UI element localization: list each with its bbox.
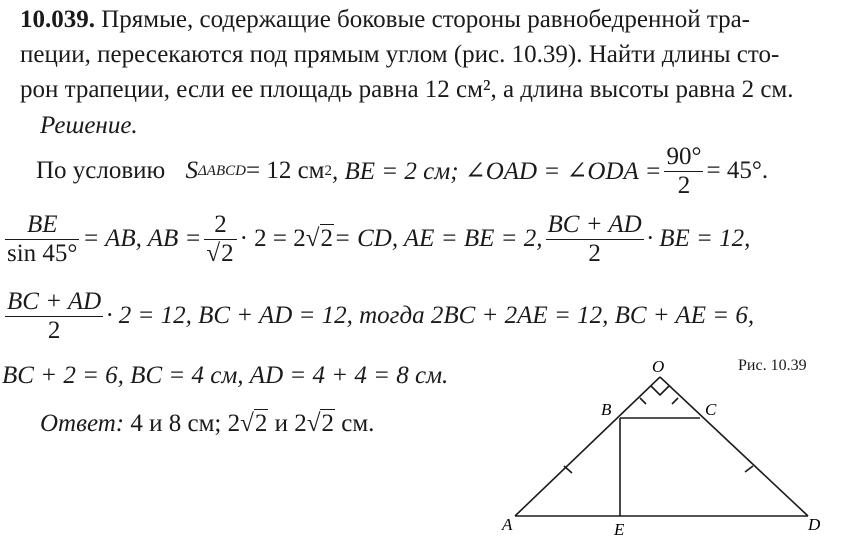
answer-part-c: см. xyxy=(334,410,375,437)
eq2-part-b: · 2 = 2 xyxy=(239,225,306,252)
equation-line-4: BC + 2 = 6, BC = 4 см, AD = 4 + 4 = 8 см. xyxy=(2,362,449,389)
figure-caption: Рис. 10.39 xyxy=(738,357,807,374)
label-E: E xyxy=(614,520,625,539)
line-OD xyxy=(660,377,808,516)
fraction-denominator: √2 xyxy=(204,239,236,268)
fraction-numerator: BC + AD xyxy=(7,287,102,315)
eq2-part-a: = AB, AB = xyxy=(82,225,202,252)
sqrt-radicand: 2 xyxy=(321,410,334,437)
fraction-numerator: BC + AD xyxy=(547,210,642,238)
fraction-numerator: 2 xyxy=(214,210,227,238)
label-A: A xyxy=(502,515,513,534)
answer-line: Ответ: 4 и 8 см; 2√2 и 2√2 см. xyxy=(40,410,375,437)
sqrt-radicand: 2 xyxy=(221,239,234,267)
eq1-part-c: = 45°. xyxy=(706,157,769,184)
label-B: B xyxy=(601,400,612,419)
eq1-part-a: = 12 см xyxy=(245,157,325,184)
line-AO xyxy=(515,377,660,516)
tick-CO xyxy=(672,398,678,404)
label-D: D xyxy=(808,515,821,534)
problem-text-1: Прямые, содержащие боковые стороны равнобедренной тра- xyxy=(95,6,751,33)
answer-part-a: 4 и 8 см; 2 xyxy=(124,410,241,437)
eq3-part-a: · 2 = 12, BC + AD = 12, тогда 2BC + 2AE = 12, BC + AE = 6, xyxy=(106,302,755,329)
right-angle-mark xyxy=(651,386,669,395)
eq1-part-b: , BE = 2 см; ∠OAD = ∠ODA = xyxy=(331,158,662,185)
fraction-denominator: 2 xyxy=(5,316,103,345)
solution-heading: Решение. xyxy=(40,112,138,139)
equation-line-2: $\frac{BE}{\sin 45^\circ}$ = AB, AB = $\frac{2}{√2}$ · 2 = 2 √ 2 = CD, AE = BE = 2, $\frac{BC + AD}{2}$ · BE = 12, xyxy=(7,210,751,267)
area-symbol: S xyxy=(185,157,198,184)
fraction-numerator: 90° xyxy=(666,142,702,170)
answer-label: Ответ: xyxy=(40,410,125,437)
tick-AB xyxy=(564,466,572,473)
sqrt-radicand: 2 xyxy=(320,225,334,252)
label-O: O xyxy=(652,357,665,376)
problem-line-3: рон трапеции, если ее площадь равна 12 см², а длина высоты равна 2 см. xyxy=(20,76,794,103)
sqrt-radicand: 2 xyxy=(254,410,268,437)
label-C: C xyxy=(705,400,717,419)
condition-prefix: По условию xyxy=(36,157,166,184)
equation-line-1: По условию S ΔABCD = 12 см 2 , BE = 2 см; ∠OAD = ∠ODA = $\frac{90^\circ}{2}$ = 45°. xyxy=(36,142,769,199)
fraction-numerator: BE xyxy=(26,210,58,238)
fraction-denominator: 2 xyxy=(546,239,644,268)
problem-line-2: пеции, пересекаются под прямым углом (рис. 10.39). Найти длины сто- xyxy=(20,41,780,68)
eq2-part-c: = CD, AE = BE = 2, xyxy=(334,225,543,252)
fraction-denominator: sin 45° xyxy=(7,239,78,267)
problem-number: 10.039. xyxy=(20,6,95,33)
fraction-denominator: 2 xyxy=(664,171,703,200)
eq2-part-d: · BE = 12, xyxy=(646,225,751,252)
tick-BO xyxy=(640,398,646,404)
tick-CD xyxy=(745,466,753,472)
answer-part-b: и 2 xyxy=(268,410,307,437)
